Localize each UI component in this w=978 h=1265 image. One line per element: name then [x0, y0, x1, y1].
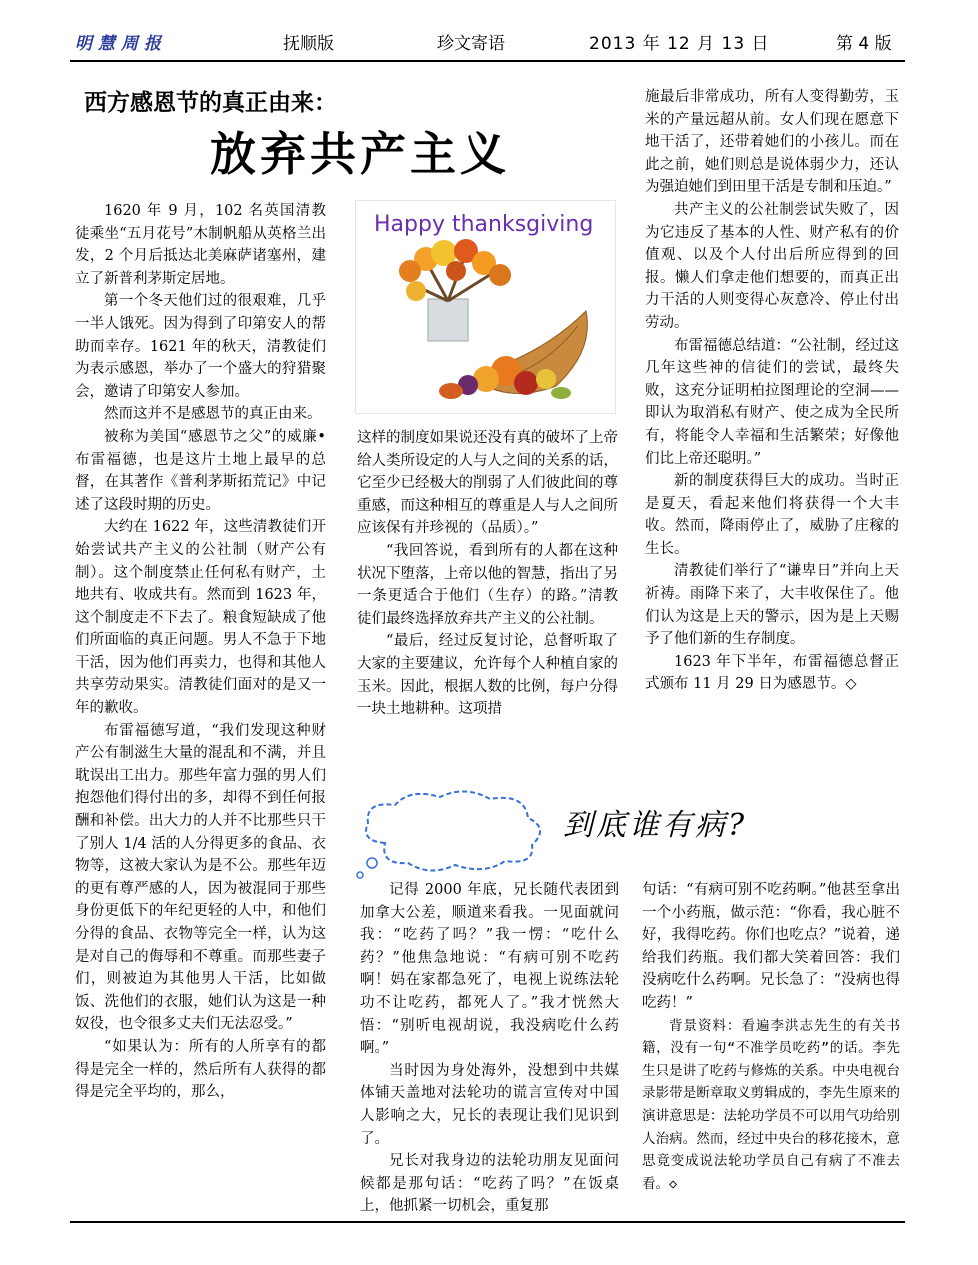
paragraph: 句话：“有病可别不吃药啊。”他甚至拿出一个小药瓶，做示范：“你看，我心脏不好，我得吃药。你们也吃点？”说着，递给我们药瓶。我们都大笑着回答：我们没病吃什么药啊。兄长急了：“没病也得吃药！”	[642, 882, 900, 1011]
paragraph: “我回答说，看到所有的人都在这种状况下堕落，上帝以他的智慧，指出了另一条更适合于他们（生存）的路。”清教徒们最终选择放弃共产主义的公社制。	[357, 542, 618, 627]
article2-column-2	[642, 879, 900, 1195]
page-number: 第 4 版	[836, 34, 892, 54]
header-rule	[70, 60, 905, 62]
paragraph: 共产主义的公社制尝试失败了，因为它违反了基本的人性、财产私有的价值观、以及个人付出后所应得到的回报。懒人们拿走他们想要的，而真正出力干活的人则变得心灰意冷、停止付出劳动。	[645, 201, 899, 331]
background-note: 背景资料：看遍李洪志先生的有关书籍，没有一句“不准学员吃药”的话。李先生只是讲了吃药与修炼的关系。中央电视台录影带是断章取义剪辑成的，李先生原来的演讲意思是：法轮功学员不可以用气功给别人治病。然而，经过中央台的移花接木，意思竟变成说法轮功学员自己有病了不准去看。◇	[642, 1017, 900, 1192]
article-headline: 放弃共产主义	[210, 127, 510, 181]
paragraph: 布雷福德写道，“我们发现这种财产公有制滋生大量的混乱和不满，并且耽误出工出力。那些年富力强的男人们抱怨他们得付出的多，却得不到任何报酬和补偿。出大力的人并不比那些只干了别人 1/4 活的人分得更多的食品、衣物等，这被大家认为是不公。那些年迈的更有尊严感的人，因为被混同于那些身份更低下的年纪更轻的人中，和他们分得的食品、衣物等完全一样，认为这是对自己的侮辱和不尊重。而那些妻子们，则被迫为其他男人干活，比如做饭、洗他们的衣服，她们认为这是一种奴役，也令很多丈夫们无法忍受。”	[75, 722, 326, 1033]
section-label: 珍文寄语	[437, 34, 505, 54]
article2-column-1	[360, 879, 619, 1218]
paragraph: 清教徒们举行了“谦卑日”并向上天祈祷。雨降下来了，大丰收保住了。他们认为这是上天的警示，因为是上天赐予了他们新的生存制度。	[645, 563, 899, 648]
paragraph: 施最后非常成功，所有人变得勤劳，玉米的产量远超从前。女人们现在愿意下地干活了，还带着她们的小孩儿。而在此之前，她们则总是说体弱少力，还认为强迫她们到田里干活是专制和压迫。”	[645, 89, 899, 196]
thought-cloud-icon	[340, 783, 555, 883]
footer-rule	[70, 1221, 905, 1223]
paragraph: 新的制度获得巨大的成功。当时正是夏天，看起来他们将获得一个大丰收。然而，降雨停止了，威胁了庄稼的生长。	[645, 473, 899, 557]
article-kicker: 西方感恩节的真正由来：	[84, 90, 337, 116]
masthead-name: 明慧周报	[75, 34, 167, 54]
paragraph: 1620 年 9 月，102 名英国清教徒乘坐“五月花号”木制帆船从英格兰出发，2 个月后抵达北美麻萨诸塞州，建立了新普利茅斯定居地。	[75, 203, 326, 287]
paragraph: 大约在 1622 年，这些清教徒们开始尝试共产主义的公社制（财产公有制）。这个制度禁止任何私有财产，土地共有、收成共有。然而到 1623 年，这个制度走不下去了。粮食短缺成了他们所面临的真正问题。男人不急于下地干活，因为他们再卖力，也得和其他人共享劳动果实。清教徒们面对的是又一年的歉收。	[75, 519, 326, 717]
paragraph: 1623 年下半年，布雷福德总督正式颁布 11 月 29 日为感恩节。◇	[645, 653, 899, 693]
paragraph: 布雷福德总结道：“公社制，经过这几年这些神的信徒们的尝试，最终失败，这充分证明柏拉图理论的空洞——即认为取消私有财产、使之成为全民所有，将能令人幸福和生活繁荣；好像他们比上帝还聪明。”	[645, 337, 899, 467]
article1-column-3	[645, 86, 899, 696]
thanksgiving-illustration	[355, 200, 616, 414]
paragraph: 当时因为身处海外，没想到中共媒体铺天盖地对法轮功的谎言宣传对中国人影响之大，兄长的表现让我们见识到了。	[360, 1062, 619, 1147]
paragraph: 这样的制度如果说还没有真的破坏了上帝给人类所设定的人与人之间的关系的话，它至少已经极大的削弱了人们彼此间的尊重感，而这种相互的尊重是人与人之间所应该保有并珍视的（品质）。”	[357, 430, 618, 537]
issue-date: 2013 年 12 月 13 日	[589, 34, 770, 54]
paragraph: 第一个冬天他们过的很艰难，几乎一半人饿死。因为得到了印第安人的帮助而幸存。1621 年的秋天，清教徒们为表示感恩，举办了一个盛大的狩猎聚会，邀请了印第安人参加。	[75, 293, 326, 400]
paragraph: 被称为美国“感恩节之父”的威廉•布雷福德，也是这片土地上最早的总督，在其著作《普利茅斯拓荒记》中记述了这段时期的历史。	[75, 428, 326, 513]
paragraph: “如果认为：所有的人所享有的都得是完全一样的，然后所有人获得的都得是完全平均的，那么，	[75, 1038, 326, 1101]
paragraph: “最后，经过反复讨论，总督听取了大家的主要建议，允许每个人种植自家的玉米。因此，根据人数的比例，每户分得一块土地耕种。这项措	[357, 633, 618, 718]
paragraph: 记得 2000 年底，兄长随代表团到加拿大公差，顺道来看我。一见面就问我：“吃药了吗？”我一愣：“吃什么药？”他焦急地说：“有病可别不吃药啊！妈在家都急死了，电视上说练法轮功不让吃药，都死人了。”我才恍然大悟：“别听电视胡说，我没病吃什么药啊。”	[360, 882, 619, 1057]
thanksgiving-cornucopia-icon	[356, 201, 615, 413]
edition-label: 抚顺版	[283, 34, 334, 54]
article1-column-1	[75, 200, 326, 1104]
thanksgiving-text: Happy thanksgiving	[374, 212, 594, 237]
paragraph: 然而这并不是感恩节的真正由来。	[104, 406, 322, 423]
paragraph: 兄长对我身边的法轮功朋友见面问候都是那句话：“吃药了吗？”在饭桌上，他抓紧一切机会，重复那	[360, 1153, 619, 1215]
article2-title: 到底谁有病?	[563, 808, 748, 843]
article1-column-2	[357, 427, 618, 721]
